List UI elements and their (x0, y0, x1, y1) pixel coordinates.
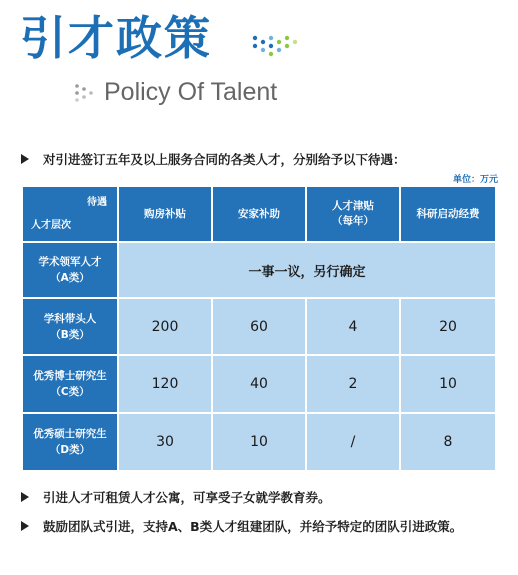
row-category: （C类） (50, 386, 90, 398)
benefits-table (21, 185, 497, 472)
row-name: 优秀硕士研究生 (33, 428, 107, 440)
subtitle: Policy Of Talent (104, 78, 278, 106)
note-text: 鼓励团队式引进，支持A、B类人才组建团队，并给予特定的团队引进政策。 (43, 519, 463, 534)
row-category: （A类） (50, 272, 90, 284)
table-cell: 4 (306, 298, 400, 355)
column-header-line1: 人才津贴 (332, 200, 374, 212)
column-header-line2: （每年） (332, 215, 374, 227)
row-header (22, 298, 118, 355)
table-cell: 8 (400, 413, 496, 471)
table-row (22, 413, 496, 471)
table-cell: 10 (400, 355, 496, 413)
note-bullet (21, 517, 462, 535)
table-cell: / (306, 413, 400, 471)
column-header-line1: 科研启动经费 (416, 207, 480, 220)
table-cell: 120 (118, 355, 212, 413)
table-cell: 30 (118, 413, 212, 471)
decorative-dots-icon (252, 34, 300, 58)
intro-text: 对引进签订五年及以上服务合同的各类人才，分别给予以下待遇： (43, 152, 406, 167)
page-title: 引才政策 (20, 11, 212, 65)
column-header (118, 186, 212, 242)
arrow-bullet-icon (21, 154, 29, 164)
row-category: （B类） (50, 328, 90, 341)
table-cell: 60 (212, 298, 306, 355)
row-name: 优秀博士研究生 (33, 370, 107, 382)
subtitle-dots-icon (74, 81, 96, 103)
table-cell: 200 (118, 298, 212, 355)
column-header (400, 186, 496, 242)
table-row (22, 242, 496, 298)
arrow-bullet-icon (21, 492, 29, 502)
column-header-line1: 购房补贴 (144, 207, 186, 220)
arrow-bullet-icon (21, 521, 29, 531)
table-cell: 20 (400, 298, 496, 355)
table-corner-header (22, 186, 118, 242)
merged-cell: 一事一议，另行确定 (118, 242, 496, 298)
row-header (22, 355, 118, 413)
subtitle-row (74, 78, 277, 106)
intro-bullet (21, 150, 406, 168)
column-header (212, 186, 306, 242)
column-header-line1: 安家补助 (238, 207, 280, 220)
note-text: 引进人才可租赁人才公寓，可享受子女就学教育券。 (43, 490, 331, 505)
row-header (22, 242, 118, 298)
row-category: （D类） (49, 444, 91, 456)
unit-label: 单位：万元 (452, 175, 498, 185)
row-name: 学术领军人才 (38, 256, 102, 268)
table-cell: 10 (212, 413, 306, 471)
row-header (22, 413, 118, 471)
table-cell: 40 (212, 355, 306, 413)
corner-bottom-label: 人才层次 (31, 220, 71, 231)
note-bullet (21, 488, 331, 506)
column-header (306, 186, 400, 242)
table-row (22, 355, 496, 413)
table-cell: 2 (306, 355, 400, 413)
table-row (22, 298, 496, 355)
row-name: 学科带头人 (43, 312, 97, 325)
corner-top-label: 待遇 (87, 197, 107, 208)
